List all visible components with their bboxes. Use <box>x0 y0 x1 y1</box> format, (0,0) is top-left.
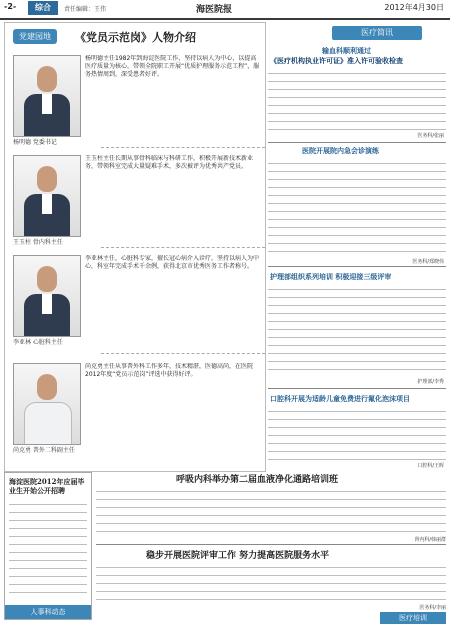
divider <box>101 147 265 148</box>
newspaper-name: 海医院报 <box>196 5 233 15</box>
recruitment-body <box>9 499 87 599</box>
news-badge: 医疗简讯 <box>332 26 422 40</box>
article-title-4: 口腔科开展为适龄儿童免费进行氟化泡沫项目 <box>270 394 410 403</box>
training-body <box>96 486 446 536</box>
editor-credit: 责任编辑：王伟 <box>64 6 107 13</box>
portrait-4 <box>13 363 81 445</box>
recruitment-panel <box>4 472 92 620</box>
section-badge: 综合 <box>28 1 58 15</box>
article-subtitle-1: 《医疗机构执业许可证》准入许可验收检查 <box>270 56 403 65</box>
training-author: 肾内科/韩丽群 <box>414 537 446 543</box>
divider <box>101 247 265 248</box>
medical-training-badge: 医疗培训 <box>380 612 446 624</box>
review-title: 稳步开展医院评审工作 努力提高医院服务水平 <box>146 551 330 561</box>
caption-2: 王玉柱 骨内科主任 <box>13 239 63 246</box>
divider <box>101 353 265 354</box>
caption-1: 杨明德 党委书记 <box>13 139 57 146</box>
page-number: -2- <box>4 2 17 11</box>
party-building-panel <box>4 22 266 472</box>
profile-title: 《党员示范岗》人物介绍 <box>75 31 196 44</box>
portrait-2 <box>13 155 81 237</box>
training-title: 呼吸内科举办第二届血液净化通路培训班 <box>176 475 339 485</box>
divider <box>268 266 446 267</box>
review-body <box>96 562 446 604</box>
article-title-3: 护理部组织系列培训 积极迎接三级评审 <box>270 272 392 281</box>
article-author-1: 医务科/张丽 <box>417 133 444 139</box>
bottom-section <box>4 472 446 622</box>
issue-date: 2012年4月30日 <box>384 3 444 12</box>
article-body-3 <box>268 284 446 376</box>
article-author-2: 医务科/郑晓伟 <box>412 259 444 265</box>
article-author-3: 护理部/李秀 <box>417 379 444 385</box>
divider <box>268 388 446 389</box>
profile-text-4: 尚克勇主任从事普外科工作多年，技术精湛，医德高尚，在医院2012年度“党员示范岗”评选中获得好评。 <box>85 363 254 378</box>
divider <box>96 544 446 545</box>
portrait-1 <box>13 55 81 137</box>
portrait-3 <box>13 255 81 337</box>
article-body-4 <box>268 406 446 462</box>
medical-news-column <box>268 22 446 470</box>
profile-text-2: 王玉柱主任长期从事骨科临床与科研工作，积极开展新技术新业务，带领科室完成大量疑难手术，多次被评为优秀共产党员。 <box>85 155 254 170</box>
party-badge: 党建园地 <box>13 29 57 44</box>
training-news <box>96 472 446 622</box>
hr-news-badge: 人事科动态 <box>5 605 91 619</box>
caption-4: 尚克勇 普外二科副主任 <box>13 447 75 454</box>
article-title-1: 输血科顺利通过 <box>322 46 371 55</box>
page-header <box>0 0 450 20</box>
article-body-1 <box>268 68 446 132</box>
divider <box>268 142 446 143</box>
article-title-2: 医院开展院内急会诊演练 <box>302 146 379 155</box>
profile-text-3: 李亚林主任，心脏科专家，擅长冠心病介入诊疗，坚持以病人为中心，科室年完成手术千余例，获得北京市优秀医务工作者称号。 <box>85 255 260 270</box>
review-author: 医务科/李丽 <box>419 605 446 611</box>
article-author-4: 口腔科/王晖 <box>417 463 444 469</box>
caption-3: 李亚林 心脏科主任 <box>13 339 63 346</box>
recruitment-title: 海淀医院2012年应届毕业生开始公开招聘 <box>9 477 85 495</box>
article-body-2 <box>268 158 446 254</box>
profile-text-1: 杨明德主任1982年到海淀医院工作，坚持以病人为中心，以提高医疗质量为核心，带领全院职工开展“优质护理服务示范工程”，服务热情周到，深受患者好评。 <box>85 55 260 78</box>
